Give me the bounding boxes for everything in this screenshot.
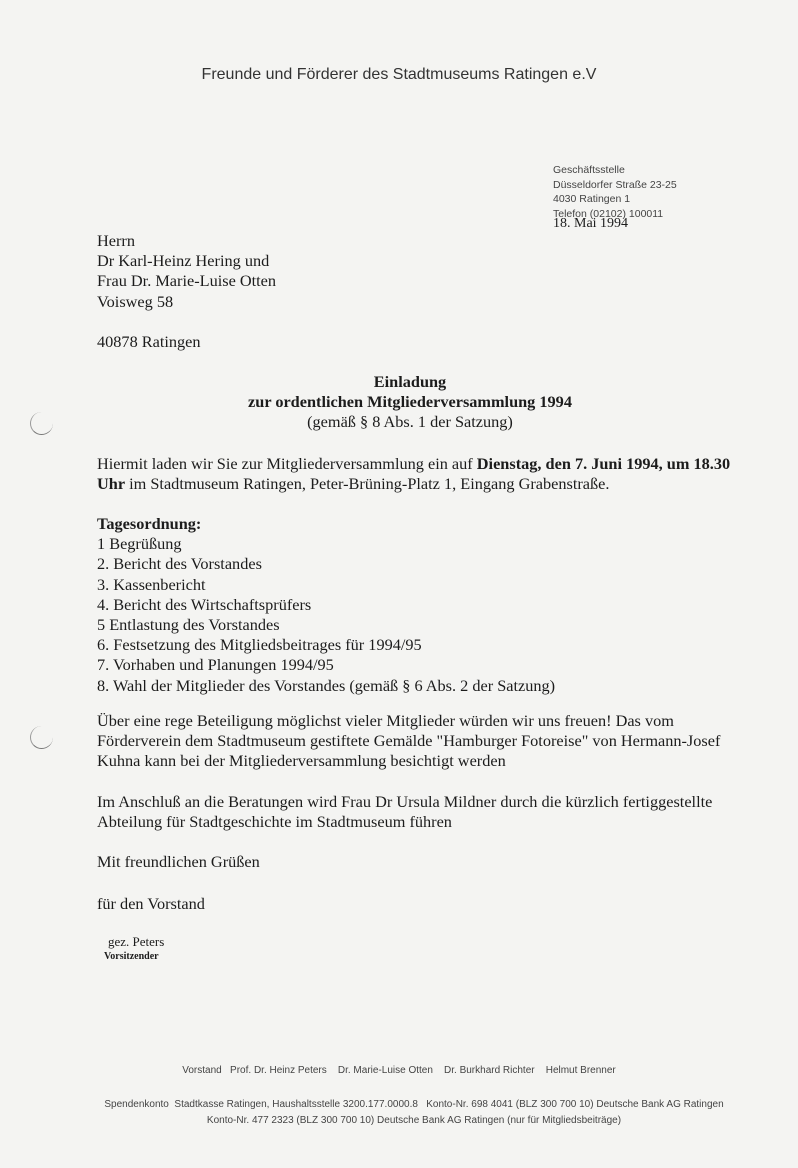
intro-paragraph [97,454,737,494]
office-line: 4030 Ratingen 1 [553,193,631,205]
letterhead-organization: Freunde und Förderer des Stadtmuseums Ratingen e.V [201,66,597,83]
agenda-item: 5 Entlastung des Vorstandes [97,615,280,635]
address-line: Voisweg 58 [97,291,174,311]
title-line: Einladung [373,372,447,391]
office-phone: Telefon (02102) 100011 [553,207,664,220]
signature-role: Vorsitzender [104,951,159,962]
letter-title [0,372,798,433]
letter-date: 18. Mai 1994 [553,216,629,231]
agenda-item: 8. Wahl der Mitglieder des Vorstandes (gemäß § 6 Abs. 2 der Satzung) [97,675,556,695]
address-line: Frau Dr. Marie-Luise Otten [97,271,277,291]
agenda-item: 1 Begrüßung [97,534,182,554]
office-line: Düsseldorfer Straße 23-25 [553,178,677,191]
address-line: Dr Karl-Heinz Hering und [97,251,270,271]
agenda-item: 7. Vorhaben und Planungen 1994/95 [97,655,334,675]
signature: gez. Peters [108,934,165,949]
agenda-item: 6. Festsetzung des Mitgliedsbeitrages für 1994/95 [97,635,422,655]
agenda-item: 3. Kassenbericht [97,574,206,594]
meeting-datetime: Dienstag, den 7. Juni 1994, um 18.30 Uhr [97,454,731,494]
footer-bank-line: Konto-Nr. 477 2323 (BLZ 300 700 10) Deutsche Bank AG Ratingen (nur für Mitgliedsbeiträge) [206,1115,622,1126]
paragraph-tour: Im Anschluß an die Beratungen wird Frau Dr Ursula Mildner durch die kürzlich fertiggestellte Abteilung für Stadtgeschichte im Stadtmuseum führen [97,792,713,832]
intro-text: Hiermit laden wir Sie zur Mitgliederversammlung ein auf [97,454,477,473]
agenda-item: 4. Bericht des Wirtschaftsprüfers [97,594,312,614]
agenda-item: 2. Bericht des Vorstandes [97,554,262,574]
title-line: zur ordentlichen Mitgliederversammlung 1994 [248,392,572,412]
agenda [97,514,555,696]
office-line: Geschäftsstelle [553,164,625,176]
agenda-heading: Tagesordnung: [97,514,202,533]
title-subline: (gemäß § 8 Abs. 1 der Satzung) [307,412,513,432]
intro-text: im Stadtmuseum Ratingen, Peter-Brüning-Platz 1, Eingang Grabenstraße. [125,474,610,494]
footer-bank-line: Spendenkonto Stadtkasse Ratingen, Haushaltsstelle 3200.177.0000.8 Konto-Nr. 698 4041 (BLZ 300 700 10) Deutsche Bank AG Ratingen [104,1099,724,1110]
footer-board: Vorstand Prof. Dr. Heinz Peters Dr. Marie-Luise Otten Dr. Burkhard Richter Helmut Brenner [182,1065,616,1076]
punch-hole-mark [30,726,53,749]
address-line: 40878 Ratingen [97,331,201,351]
footer-bank [0,1097,798,1129]
address-line: Herrn [97,231,135,250]
closing-greeting: Mit freundlichen Grüßen [97,852,260,871]
office-address [553,163,677,221]
closing-on-behalf: für den Vorstand [97,894,205,913]
paragraph-painting: Über eine rege Beteiligung möglichst vieler Mitglieder würden wir uns freuen! Das vom Förderverein dem Stadtmuseum gestiftete Gemälde "Hamburger Fotoreise" von Hermann-Josef Kuhna kann bei der Mitgliederversammlung besichtigt werden [97,711,721,771]
recipient-address [97,231,276,352]
